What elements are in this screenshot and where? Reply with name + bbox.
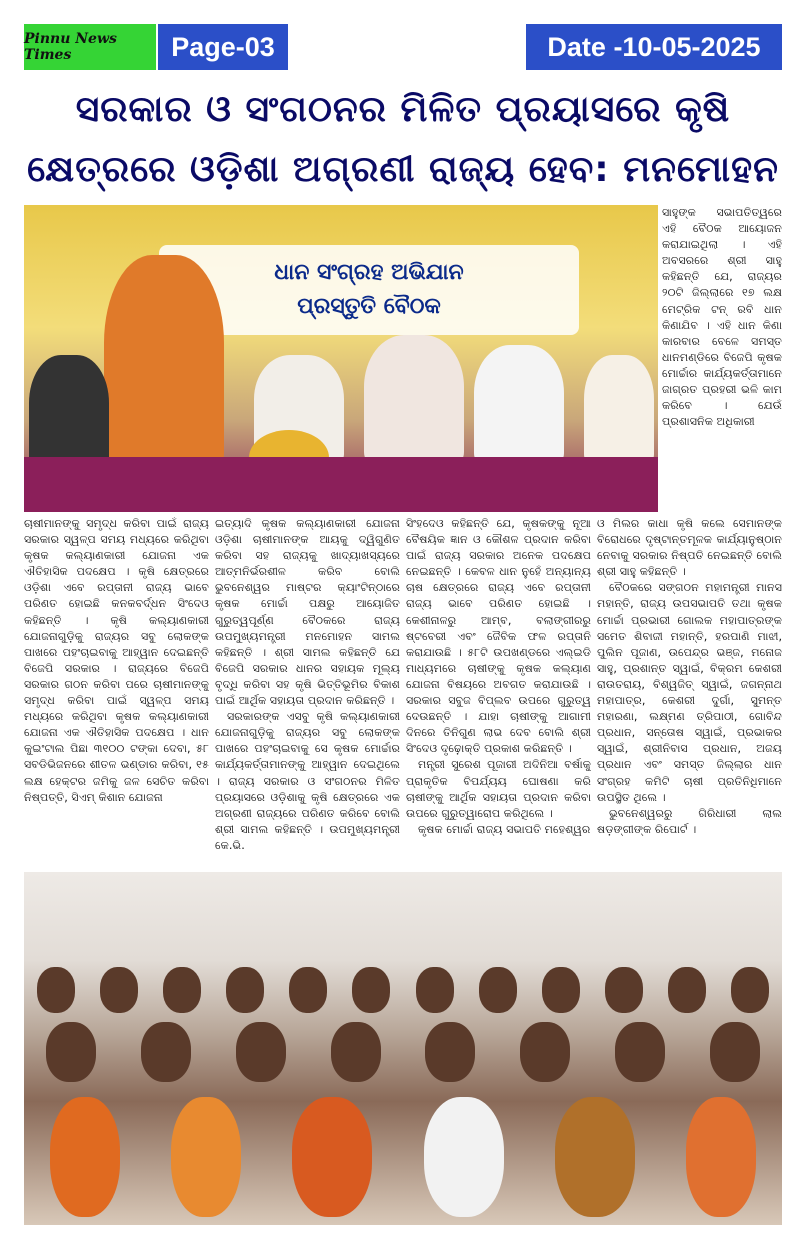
audience-head <box>710 1022 760 1082</box>
paragraph: କୃଷକ ମୋର୍ଚ୍ଚା ରାଜ୍ୟ ସଭାପତି ମହେଶ୍ୱର <box>418 822 591 836</box>
audience-row <box>24 1022 782 1082</box>
seated-figure <box>474 345 564 465</box>
audience-row <box>24 967 782 1013</box>
speaker-figure <box>104 255 224 475</box>
page-label: Page-03 <box>171 31 275 62</box>
audience-head <box>479 967 517 1013</box>
paragraph: ସିଂହଦେଓ କହିଛନ୍ତି ଯେ, କୃଷକଙ୍କୁ ନୂଆ ବୈଷୟିକ ଜ୍ଞାନ ଓ କୌଶଳ ପ୍ରଦାନ କରିବା ପାଇଁ ରାଜ୍ୟ ସରକାର ଅନେକ ପଦକ୍ଷେପ ନେଇଛନ୍ତି । କେବଳ ଧାନ ନୁହେଁ ଅନ୍ୟାନ୍ୟ ଚାଷ କ୍ଷେତ୍ରରେ ରାଜ୍ୟ ଏବେ ରପ୍ତାନୀ ରାଜ୍ୟ ଭାବେ ପରିଣତ ହୋଇଛି । କେଶୀନାଳରୁ ଆମ୍ବ, ବଲାଙ୍ଗୀରରୁ ଷ୍ଟବେରୀ ଏବଂ ଜୈବିକ ଫଳ ରପ୍ତାନି କରାଯାଉଛି । ୫୮ଟି ଉପଖଣ୍ଡରେ ଏଲ୍ଇଡି ମାଧ୍ୟମରେ ଚାଷୀଙ୍କୁ କୃଷକ କଲ୍ୟାଣ ଯୋଜନା ବିଷୟରେ ଅବଗତ କରାଯାଉଛି । ସରକାର ସବୁଜ ବିପ୍ଲବ ଉପରେ ଗୁରୁତ୍ୱ ଦେଉଛନ୍ତି । ଯାହା ଚାଷୀଙ୍କୁ ଆଗାମୀ ଦିନରେ ତିନିଗୁଣ ଲାଭ ଦେବ ବୋଲି ଶ୍ରୀ ସିଂଦେଓ ଦୃଢ଼ୋକ୍ତି ପ୍ରକାଶ କରିଛନ୍ତି । <box>406 517 591 756</box>
audience-head <box>668 967 706 1013</box>
audience-head <box>289 967 327 1013</box>
page-number-badge <box>158 24 288 70</box>
newspaper-logo <box>24 24 156 70</box>
article-column-4 <box>597 516 782 866</box>
audience-head <box>331 1022 381 1082</box>
audience-head <box>100 967 138 1013</box>
meeting-stage-photo <box>24 205 658 512</box>
banner-line-2: ପ୍ରସ୍ତୁତି ବୈଠକ <box>297 294 441 319</box>
audience-head <box>141 1022 191 1082</box>
audience-member <box>424 1097 504 1217</box>
audience-head <box>352 967 390 1013</box>
paragraph: ଇତ୍ୟାଦି କୃଷକ କଲ୍ୟାଣକାରୀ ଯୋଜନା ଓଡ଼ିଶା ଚାଷୀମାନଙ୍କ ଆୟକୁ ଦ୍ୱିଗୁଣିତ କରିବା ସହ ରାଜ୍ୟକୁ ଖାଦ୍ୟାଖସ୍ୟରେ ଆତ୍ମନିର୍ଭରଶୀଳ କରିବ ବୋଲି ଭୁବନେଶ୍ୱର ମାଷ୍ଟର କ୍ୟାଂଟିନ୍ଠାରେ କୃଷକ ମୋର୍ଚ୍ଚା ପକ୍ଷରୁ ଆୟୋଜିତ ଗୁରୁତ୍ୱପୂର୍ଣ୍ଣ ବୈଠକରେ ରାଜ୍ୟ ଉପମୁଖ୍ୟମନ୍ତ୍ରୀ ମନମୋହନ ସାମଲ କହିଛନ୍ତି । ଶ୍ରୀ ସାମଲ କହିଛନ୍ତି ଯେ ବିଜେପି ସରକାର ଧାନର ସହାୟକ ମୂଲ୍ୟ ବୃଦ୍ଧି କରିବା ସହ କୃଷି ଭିତ୍ତିଭୂମିର ବିକାଶ ପାଇଁ ଆର୍ଥିକ ସହାୟତା ପ୍ରଦାନ କରିଛନ୍ତି । <box>215 517 400 708</box>
paragraph: ବୈଠକରେ ସଙ୍ଗଠନ ମହାମନ୍ତ୍ରୀ ମାନସ ମହାନ୍ତି, ରାଜ୍ୟ ଉପସଭାପତି ତଥା କୃଷକ ମୋର୍ଚ୍ଚା ପ୍ରଭାରୀ ଗୋଲକ ମହାପାତ୍ରଙ୍କ ସମେତ ଶିବାଜୀ ମହାନ୍ତି, ହରପାଣି ମାଝୀ, ପୁଲିନ ପୂଜାଣ, ଉପେନ୍ଦ୍ର ଭଞ୍ଜ, ମନୋଜ ସାହୁ, ପ୍ରଶାନ୍ତ ସ୍ୱାଇଁ, ବିକ୍ରମ କେଶରୀ ରାଉତରାୟ, ବିଶ୍ୱଜିତ୍ ସ୍ୱାଇଁ, ଜଗନ୍ନାଥ ମହାପାତ୍ର, କେଶରୀ ଦୁର୍ଗା, ସୁମନ୍ତ ମହାରଣା, ଲକ୍ଷ୍ମଣ ତ୍ରିପାଠୀ, ଗୋବିନ୍ଦ ପ୍ରଧାନ, ସନ୍ତୋଷ ସ୍ୱାଇଁ, ପ୍ରଭାକର ସ୍ୱାଇଁ, ଶ୍ରୀନିବାସ ପ୍ରଧାନ, ଅଜୟ ପ୍ରଧାନ ଏବଂ ସମସ୍ତ ଜିଲ୍ଲାର ଧାନ ସଂଗ୍ରହ କମିଟି ଚାଷୀ ପ୍ରତିନିଧିମାନେ ଉପସ୍ଥିତ ଥିଲେ । <box>597 581 782 804</box>
audience-head <box>226 967 264 1013</box>
audience-head <box>416 967 454 1013</box>
seated-figure <box>584 355 654 465</box>
date-label: Date -10-05-2025 <box>547 31 761 62</box>
audience-member <box>686 1097 756 1217</box>
audience-member <box>50 1097 120 1217</box>
audience-member <box>292 1097 372 1217</box>
audience-head <box>425 1022 475 1082</box>
audience-head <box>542 967 580 1013</box>
banner-line-1: ଧାନ ସଂଗ୍ରହ ଅଭିଯାନ <box>274 260 464 285</box>
paragraph: ମନ୍ତ୍ରୀ ସୁରେଶ ପୂଜାରୀ ଅଦିନିଆ ବର୍ଷାକୁ ପ୍ରାକୃତିକ ବିପର୍ଯ୍ୟୟ ଘୋଷଣା କରି ଚାଷୀଙ୍କୁ ଆର୍ଥିକ ସହାୟତା ପ୍ରଦାନ କରିବା ଉପରେ ଗୁରୁତ୍ୱାରୋପ କରିଥିଲେ । <box>406 758 591 820</box>
masthead-bar <box>24 24 782 70</box>
stage-table <box>24 457 658 512</box>
audience-head <box>37 967 75 1013</box>
headline <box>24 80 782 200</box>
audience-member <box>555 1097 635 1217</box>
article-column-1 <box>24 516 209 866</box>
article-column-2 <box>215 516 400 866</box>
audience-member <box>171 1097 241 1217</box>
article-columns <box>24 516 782 866</box>
paragraph: ଚାଷୀମାନଙ୍କୁ ସମୃଦ୍ଧ କରିବା ପାଇଁ ରାଜ୍ୟ ସରକାର ସ୍ୱଳ୍ପ ସମୟ ମଧ୍ୟରେ କରିଥିବା କୃଷକ କଲ୍ୟାଣକାରୀ ଯୋଜନା ଏକ ଐତିହାସିକ ପଦକ୍ଷେପ । କୃଷି କ୍ଷେତ୍ରରେ ଓଡ଼ିଶା ଏବେ ରପ୍ତାନୀ ରାଜ୍ୟ ଭାବେ ପରିଣତ ହୋଇଛି କନକବର୍ଦ୍ଧନ ସିଂଦେଓ କହିଛନ୍ତି । କୃଷି କଲ୍ୟାଣକାରୀ ଯୋଜନାଗୁଡ଼ିକୁ ରାଜ୍ୟର ସବୁ ଲୋକଙ୍କ ପାଖରେ ପହଂଚାଇବାକୁ ଆହ୍ୱାନ ଦେଇଛନ୍ତି ବିଜେପି ସରକାର । ରାଜ୍ୟରେ ବିଜେପି ସରକାର ଗଠନ କରିବା ପରେ ଚାଷୀମାନଙ୍କୁ ସମୃଦ୍ଧ କରିବା ପାଇଁ ସ୍ୱଳ୍ପ ସମୟ ମଧ୍ୟରେ କରିଥିବା କୃଷକ କଲ୍ୟାଣକାରୀ ଯୋଜନା ଏକ ଐତିହାସିକ ପଦକ୍ଷେପ । ଧାନ କୁଇଂଟାଲ ପିଛା ୩୧୦୦ ଟଙ୍କା ଦେବା, ୫୮ ସବଡିଭିଜନରେ ଶୀତଳ ଭଣ୍ଡାର କରିବା, ୧୫ ଲକ୍ଷ ହେକ୍ଟର ଜମିକୁ ଜଳ ସେଚିତ କରିବା ନିଷ୍ପତ୍ତି, ସିଏମ୍ କିଶାନ ଯୋଜନା <box>24 517 209 804</box>
audience-head <box>520 1022 570 1082</box>
audience-photo <box>24 872 782 1225</box>
headline-line-2: କ୍ଷେତ୍ରରେ ଓଡ଼ିଶା ଅଗ୍ରଣୀ ରାଜ୍ୟ ହେବ: ମନମୋହନ <box>27 149 779 190</box>
date-badge <box>526 24 782 70</box>
paragraph: ଓ ମିଲର କାଧା କୃଷି କଲେ ସେମାନଙ୍କ ବିରୋଧରେ ଦୃଷ୍ଟାନ୍ତମୂଳକ କାର୍ଯ୍ୟାନୁଷ୍ଠାନ ନେବାକୁ ସରକାର ନିଷ୍ପତି ନେଇଛନ୍ତି ବୋଲି ଶ୍ରୀ ସାହୁ କହିଛନ୍ତି । <box>597 517 782 579</box>
article-column-3 <box>406 516 591 866</box>
paragraph: ଭୁବନେଶ୍ୱରରୁ ଗିରିଧାରୀ ଲାଲ ଷଡ଼ଙ୍ଗୀଙ୍କ ରିପୋର୍ଟ । <box>597 806 782 836</box>
headline-line-1: ସରକାର ଓ ସଂଗଠନର ମିଳିତ ପ୍ରୟାସରେ କୃଷି <box>75 89 731 130</box>
paragraph: ସରକାରଙ୍କ ଏସବୁ କୃଷି କଲ୍ୟାଣକାରୀ ଯୋଜନାଗୁଡ଼ିକୁ ରାଜ୍ୟର ସବୁ ଲୋକଙ୍କ ପାଖରେ ପହଂଚାଇବାକୁ ସେ କୃଷକ ମୋର୍ଚ୍ଚାର କାର୍ଯ୍ୟକର୍ତ୍ତାମାନଙ୍କୁ ଆହ୍ୱାନ ଦେଇଥିଲେ । ରାଜ୍ୟ ସରକାର ଓ ସଂଗଠନର ମିଳିତ ପ୍ରୟାସରେ ଓଡ଼ିଶାକୁ କୃଷି କ୍ଷେତ୍ରରେ ଏକ ଅଗ୍ରଣୀ ରାଜ୍ୟରେ ପରିଣତ କରିବେ ବୋଲି ଶ୍ରୀ ସାମଲ କହିଛନ୍ତି । ଉପମୁଖ୍ୟମନ୍ତ୍ରୀ କେ.ଭି. <box>215 710 400 852</box>
audience-head <box>163 967 201 1013</box>
logo-text: Pinnu News Times <box>24 31 117 63</box>
audience-head <box>236 1022 286 1082</box>
audience-head <box>605 967 643 1013</box>
audience-head <box>731 967 769 1013</box>
seated-figure <box>364 335 464 465</box>
audience-head <box>615 1022 665 1082</box>
side-column-text: ସାହୁଙ୍କ ସଭାପତିତ୍ୱରେ ଏହି ବୈଠକ ଆୟୋଜନ କରାଯାଇଥିଲା । ଏହି ଅବସରରେ ଶ୍ରୀ ସାହୁ କହିଛନ୍ତି ଯେ, ରାଜ୍ୟର ୨୦ଟି ଜିଲ୍ଲାରେ ୧୭ ଲକ୍ଷ ମେଟ୍ରିକ ଟନ୍ ରବି ଧାନ କିଣାଯିବ । ଏହି ଧାନ କିଣା କାରବାର ବେଳେ ସମସ୍ତ ଧାନମଣ୍ଡିରେ ବିଜେପି କୃଷକ ମୋର୍ଚ୍ଚାର କାର୍ଯ୍ୟକର୍ତ୍ତାମାନେ ଜାଗ୍ରତ ପ୍ରହରୀ ଭଳି କାମ କରିବେ । ଯେଉଁ ପ୍ରଶାସନିକ ଅଧିକାରୀ <box>662 206 782 429</box>
audience-row <box>24 1097 782 1217</box>
audience-head <box>46 1022 96 1082</box>
